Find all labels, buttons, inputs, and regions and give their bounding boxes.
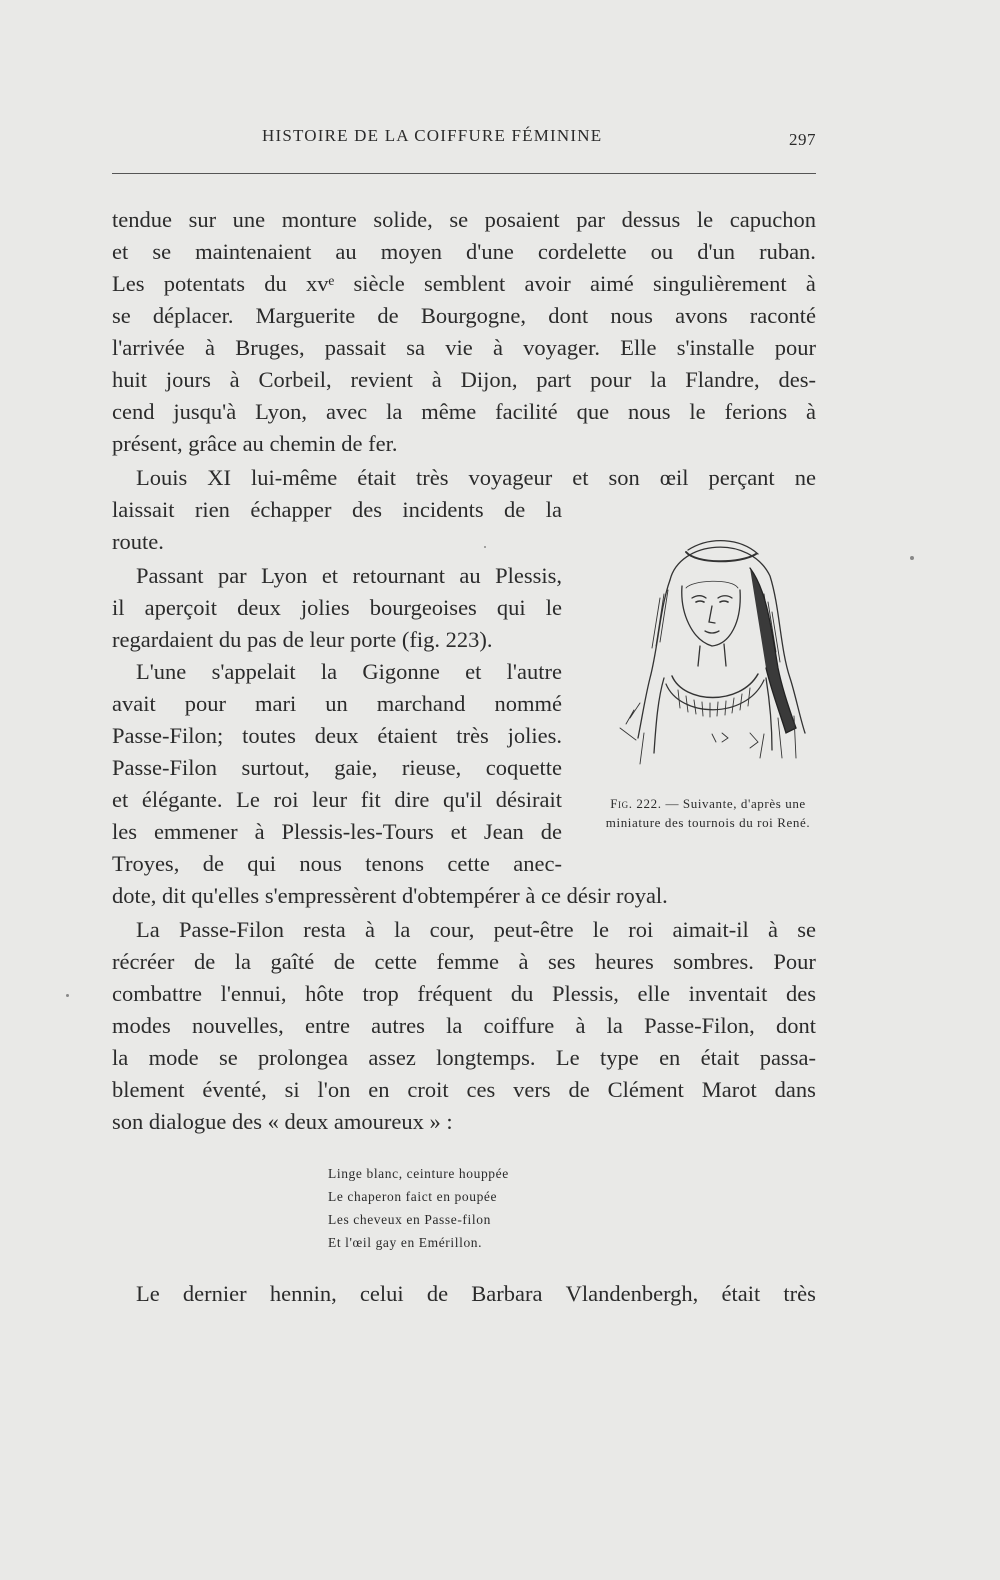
- verse-line: Et l'œil gay en Emérillon.: [328, 1235, 483, 1250]
- figure-label: Fig. 222.: [610, 796, 662, 811]
- text-line: l'arrivée à Bruges, passait sa vie à voyager. Elle s'installe pour: [112, 335, 816, 360]
- figure-caption: [600, 794, 816, 832]
- paper-speck: [910, 556, 914, 560]
- text-line: La Passe-Filon resta à la cour, peut-être le roi aimait-il à se: [136, 917, 816, 942]
- text-line: il aperçoit deux jolies bourgeoises qui le: [112, 595, 562, 620]
- verse-line: Le chaperon faict en poupée: [328, 1189, 498, 1204]
- text-line: Passe-Filon surtout, gaie, rieuse, coquette: [112, 755, 562, 780]
- text-line: dote, dit qu'elles s'empressèrent d'obtempérer à ce désir royal.: [112, 883, 668, 908]
- figure-caption-text: — Suivante, d'après une miniature des tournois du roi René.: [605, 796, 811, 830]
- text-line: son dialogue des « deux amoureux » :: [112, 1109, 453, 1134]
- text-line: huit jours à Corbeil, revient à Dijon, part pour la Flandre, des-: [112, 367, 816, 392]
- text-line: Passant par Lyon et retournant au Plessis,: [136, 563, 562, 588]
- header-rule: [112, 173, 816, 174]
- text-line: laissait rien échapper des incidents de la: [112, 497, 562, 522]
- text-line: et élégante. Le roi leur fit dire qu'il désirait: [112, 787, 562, 812]
- text-line: Les potentats du xvᵉ siècle semblent avoir aimé singulièrement à: [112, 271, 816, 296]
- verse-quote: [328, 1162, 628, 1254]
- running-title: HISTOIRE DE LA COIFFURE FÉMININE: [262, 126, 603, 145]
- text-line: L'une s'appelait la Gigonne et l'autre: [136, 659, 562, 684]
- verse-line: Linge blanc, ceinture houppée: [328, 1166, 509, 1181]
- text-line: la mode se prolongea assez longtemps. Le type en était passa-: [112, 1045, 816, 1070]
- text-line: Troyes, de qui nous tenons cette anec-: [112, 851, 562, 876]
- figure-illustration: [600, 528, 816, 790]
- text-line: présent, grâce au chemin de fer.: [112, 431, 398, 456]
- text-line: récréer de la gaîté de cette femme à ses heures sombres. Pour: [112, 949, 816, 974]
- verse-line: Les cheveux en Passe-filon: [328, 1212, 491, 1227]
- running-head: [112, 126, 816, 158]
- text-line: blement éventé, si l'on en croit ces vers de Clément Marot dans: [112, 1077, 816, 1102]
- paper-speck: [66, 994, 69, 997]
- text-line: modes nouvelles, entre autres la coiffure à la Passe-Filon, dont: [112, 1013, 816, 1038]
- text-line: avait pour mari un marchand nommé: [112, 691, 562, 716]
- paper-speck: [484, 546, 486, 548]
- page-number: 297: [789, 130, 816, 149]
- text-line: les emmener à Plessis-les-Tours et Jean de: [112, 819, 562, 844]
- text-line: Le dernier hennin, celui de Barbara Vlandenbergh, était très: [136, 1281, 816, 1306]
- text-line: route.: [112, 529, 164, 554]
- text-line: combattre l'ennui, hôte trop fréquent du Plessis, elle inventait des: [112, 981, 816, 1006]
- text-line: Passe-Filon; toutes deux étaient très jolies.: [112, 723, 562, 748]
- text-line: tendue sur une monture solide, se posaient par dessus le capuchon: [112, 207, 816, 232]
- text-line: Louis XI lui-même était très voyageur et son œil perçant ne: [136, 465, 816, 490]
- text-line: se déplacer. Marguerite de Bourgogne, dont nous avons raconté: [112, 303, 816, 328]
- text-line: regardaient du pas de leur porte (fig. 223).: [112, 627, 493, 652]
- text-line: cend jusqu'à Lyon, avec la même facilité que nous le ferions à: [112, 399, 816, 424]
- text-line: et se maintenaient au moyen d'une cordelette ou d'un ruban.: [112, 239, 816, 264]
